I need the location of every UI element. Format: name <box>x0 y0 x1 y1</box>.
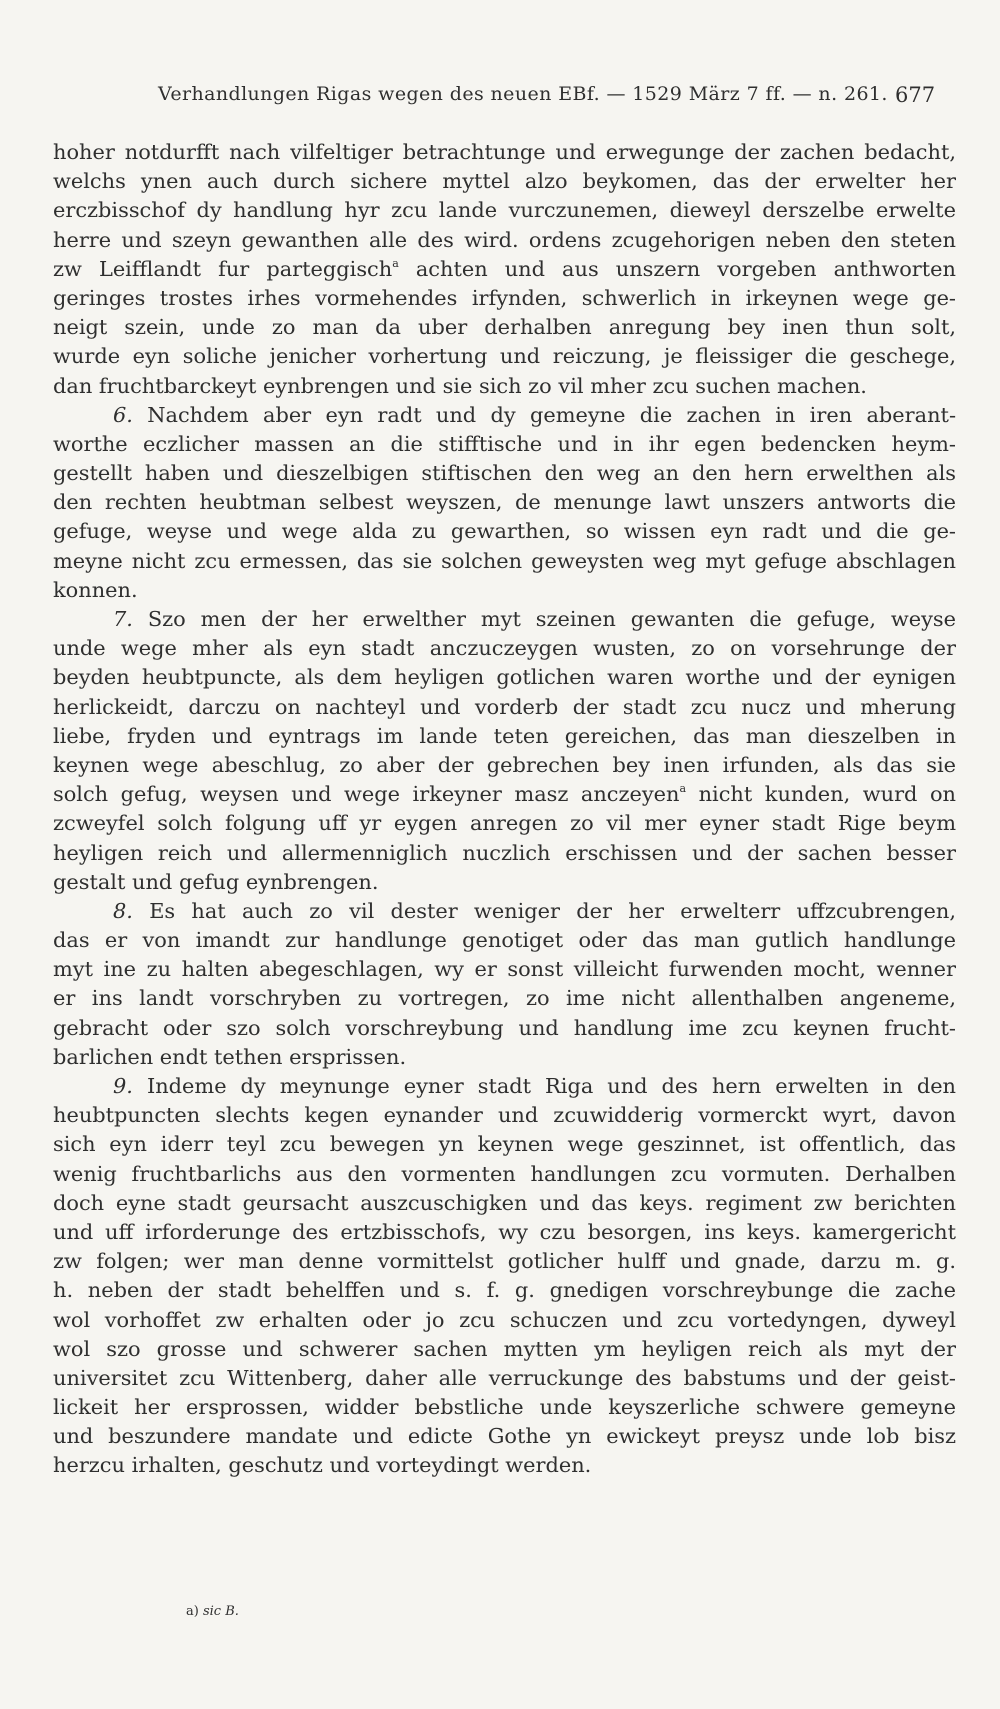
main-text <box>53 138 956 1481</box>
footnote-ref: a <box>679 782 687 796</box>
paragraph-start-line <box>53 605 956 634</box>
text-line: konnen. <box>53 577 138 602</box>
footnote <box>186 1604 239 1619</box>
text-line <box>53 255 956 284</box>
text-line: myt ine zu halten abegeschlagen, wy er sonst villeicht furwenden mocht, wenner <box>53 957 956 982</box>
text-line: herre und szeyn gewanthen alle des wird. ordens zcugehorigen neben den steten <box>53 227 956 252</box>
text-line: heyligen reich und allermenniglich nuczlich erschissen und der sachen besser <box>53 840 956 865</box>
text-line: sich eyn iderr teyl zcu bewegen yn keynen wege geszinnet, ist offentlich, das <box>53 1132 956 1157</box>
text-line: zw folgen; wer man denne vormittelst gotlicher hulff und gnade, darzu m. g. <box>53 1249 956 1274</box>
page-header <box>0 75 1000 115</box>
text-fragment: Szo men der her erwelther myt szeinen gewanten die gefuge, weyse <box>147 607 957 631</box>
text-line: doch eyne stadt geursacht auszcuschigken und das keys. regiment zw berichten <box>53 1190 956 1215</box>
paragraph-number: 9. <box>113 1074 133 1098</box>
text-line: worthe eczlicher massen an die stifftische und in ihr egen bedencken heym- <box>53 431 956 456</box>
text-line: gebracht oder szo solch vorschreybung und handlung ime zcu keynen frucht- <box>53 1015 956 1040</box>
text-fragment: Es hat auch zo vil dester weniger der her erwelterr uffzcubrengen, <box>149 898 957 923</box>
text-line: liebe, fryden und eyntrags im lande teten gereichen, das man dieszelben in <box>53 723 956 748</box>
footnote-ref: a <box>392 256 399 270</box>
page-number: 677 <box>895 83 936 107</box>
text-line: h. neben der stadt behelffen und s. f. g. gnedigen vorschreybunge die zache <box>53 1278 956 1303</box>
paragraph-number: 7. <box>113 607 133 631</box>
text-fragment: Indeme dy meynunge eyner stadt Riga und des hern erwelten in den <box>146 1074 957 1098</box>
text-line <box>53 780 956 809</box>
paragraph-start-line <box>53 897 956 926</box>
paragraph-number: 6. <box>113 402 133 427</box>
text-line: und beszundere mandate und edicte Gothe yn ewickeyt preysz unde lob bisz <box>53 1424 956 1449</box>
text-line: herlickeidt, darczu on nachteyl und vorderb der stadt zcu nucz und mherung <box>53 694 956 719</box>
text-line: meyne nicht zcu ermessen, das sie solchen geweysten weg myt gefuge abschlagen <box>53 548 956 573</box>
text-line: dan fruchtbarckeyt eynbrengen und sie sich zo vil mher zcu suchen machen. <box>53 373 867 398</box>
text-line: er ins landt vorschryben zu vortregen, zo ime nicht allenthalben angeneme, <box>53 986 956 1011</box>
running-title: Verhandlungen Rigas wegen des neuen EBf. — 1529 März 7 ff. — n. 261. <box>158 83 888 105</box>
paragraph-number: 8. <box>113 898 133 923</box>
text-line: neigt szein, unde zo man da uber derhalben anregung bey inen thun solt, <box>53 315 956 340</box>
text-line: das er von imandt zur handlunge genotiget oder das man gutlich handlunge <box>53 928 956 953</box>
paragraph-start-line <box>53 401 956 430</box>
text-line: lickeit her ersprossen, widder bebstliche unde keyszerliche schwere gemeyne <box>53 1395 956 1420</box>
text-line: universitet zcu Wittenberg, daher alle verruckunge des babstums und der geist- <box>53 1365 956 1390</box>
text-fragment: Nachdem aber eyn radt und dy gemeyne die zachen in iren aberant- <box>147 402 957 427</box>
text-line: zcweyfel solch folgung uff yr eygen anregen zo vil mer eyner stadt Rige beym <box>53 811 956 836</box>
text-fragment: nicht kunden, wurd on <box>698 782 956 807</box>
text-line: heubtpuncten slechts kegen eynander und zcuwidderig vormerckt wyrt, davon <box>53 1103 956 1128</box>
text-line: gestalt und gefug eynbrengen. <box>53 869 379 894</box>
text-line: keynen wege abeschlug, zo aber der gebrechen bey inen irfunden, als das sie <box>53 752 956 777</box>
text-line: und uff irforderunge des ertzbisschofs, wy czu besorgen, ins keys. kamergericht <box>53 1219 956 1244</box>
text-line: gefuge, weyse und wege alda zu gewarthen, so wissen eyn radt und die ge- <box>53 519 956 544</box>
text-line: wol vorhoffet zw erhalten oder jo zcu schuczen und zcu vortedyngen, dyweyl <box>53 1307 956 1332</box>
text-fragment: solch gefug, weysen und wege irkeyner masz anczeyen <box>53 782 680 807</box>
text-fragment: achten und aus unszern vorgeben anthworten <box>415 256 956 281</box>
text-line: den rechten heubtman selbest weyszen, de menunge lawt unszers antworts die <box>53 490 956 515</box>
paragraph-start-line <box>53 1072 956 1101</box>
text-line: hoher notdurfft nach vilfeltiger betrachtunge und erwegunge der zachen bedacht, <box>53 140 956 164</box>
text-line: unde wege mher als eyn stadt anczuczeygen wusten, zo on vorsehrunge der <box>53 636 956 661</box>
text-line: beyden heubtpuncte, als dem heyligen gotlichen waren worthe und der eynigen <box>53 665 956 690</box>
text-line: welchs ynen auch durch sichere myttel alzo beykomen, das der erwelter her <box>53 169 956 194</box>
text-line: wol szo grosse und schwerer sachen mytten ym heyligen reich als myt der <box>53 1336 956 1361</box>
text-line: herzcu irhalten, geschutz und vorteydingt werden. <box>53 1453 592 1478</box>
text-line: barlichen endt tethen ersprissen. <box>53 1044 407 1069</box>
text-line: erczbisschof dy handlung hyr zcu lande vurczunemen, dieweyl derszelbe erwelte <box>53 198 956 223</box>
footnote-text: sic B. <box>202 1604 239 1619</box>
text-line: wenig fruchtbarlichs aus den vormenten handlungen zcu vormuten. Derhalben <box>53 1161 956 1186</box>
footnote-marker: a) <box>186 1604 199 1619</box>
text-line: wurde eyn soliche jenicher vorhertung und reiczung, je fleissiger die geschege, <box>53 344 956 369</box>
text-fragment: zw Leifflandt fur parteggisch <box>53 256 393 281</box>
text-line: geringes trostes irhes vormehendes irfynden, schwerlich in irkeynen wege ge- <box>53 285 956 310</box>
text-line: gestellt haben und dieszelbigen stiftischen den weg an den hern erwelthen als <box>53 461 956 486</box>
